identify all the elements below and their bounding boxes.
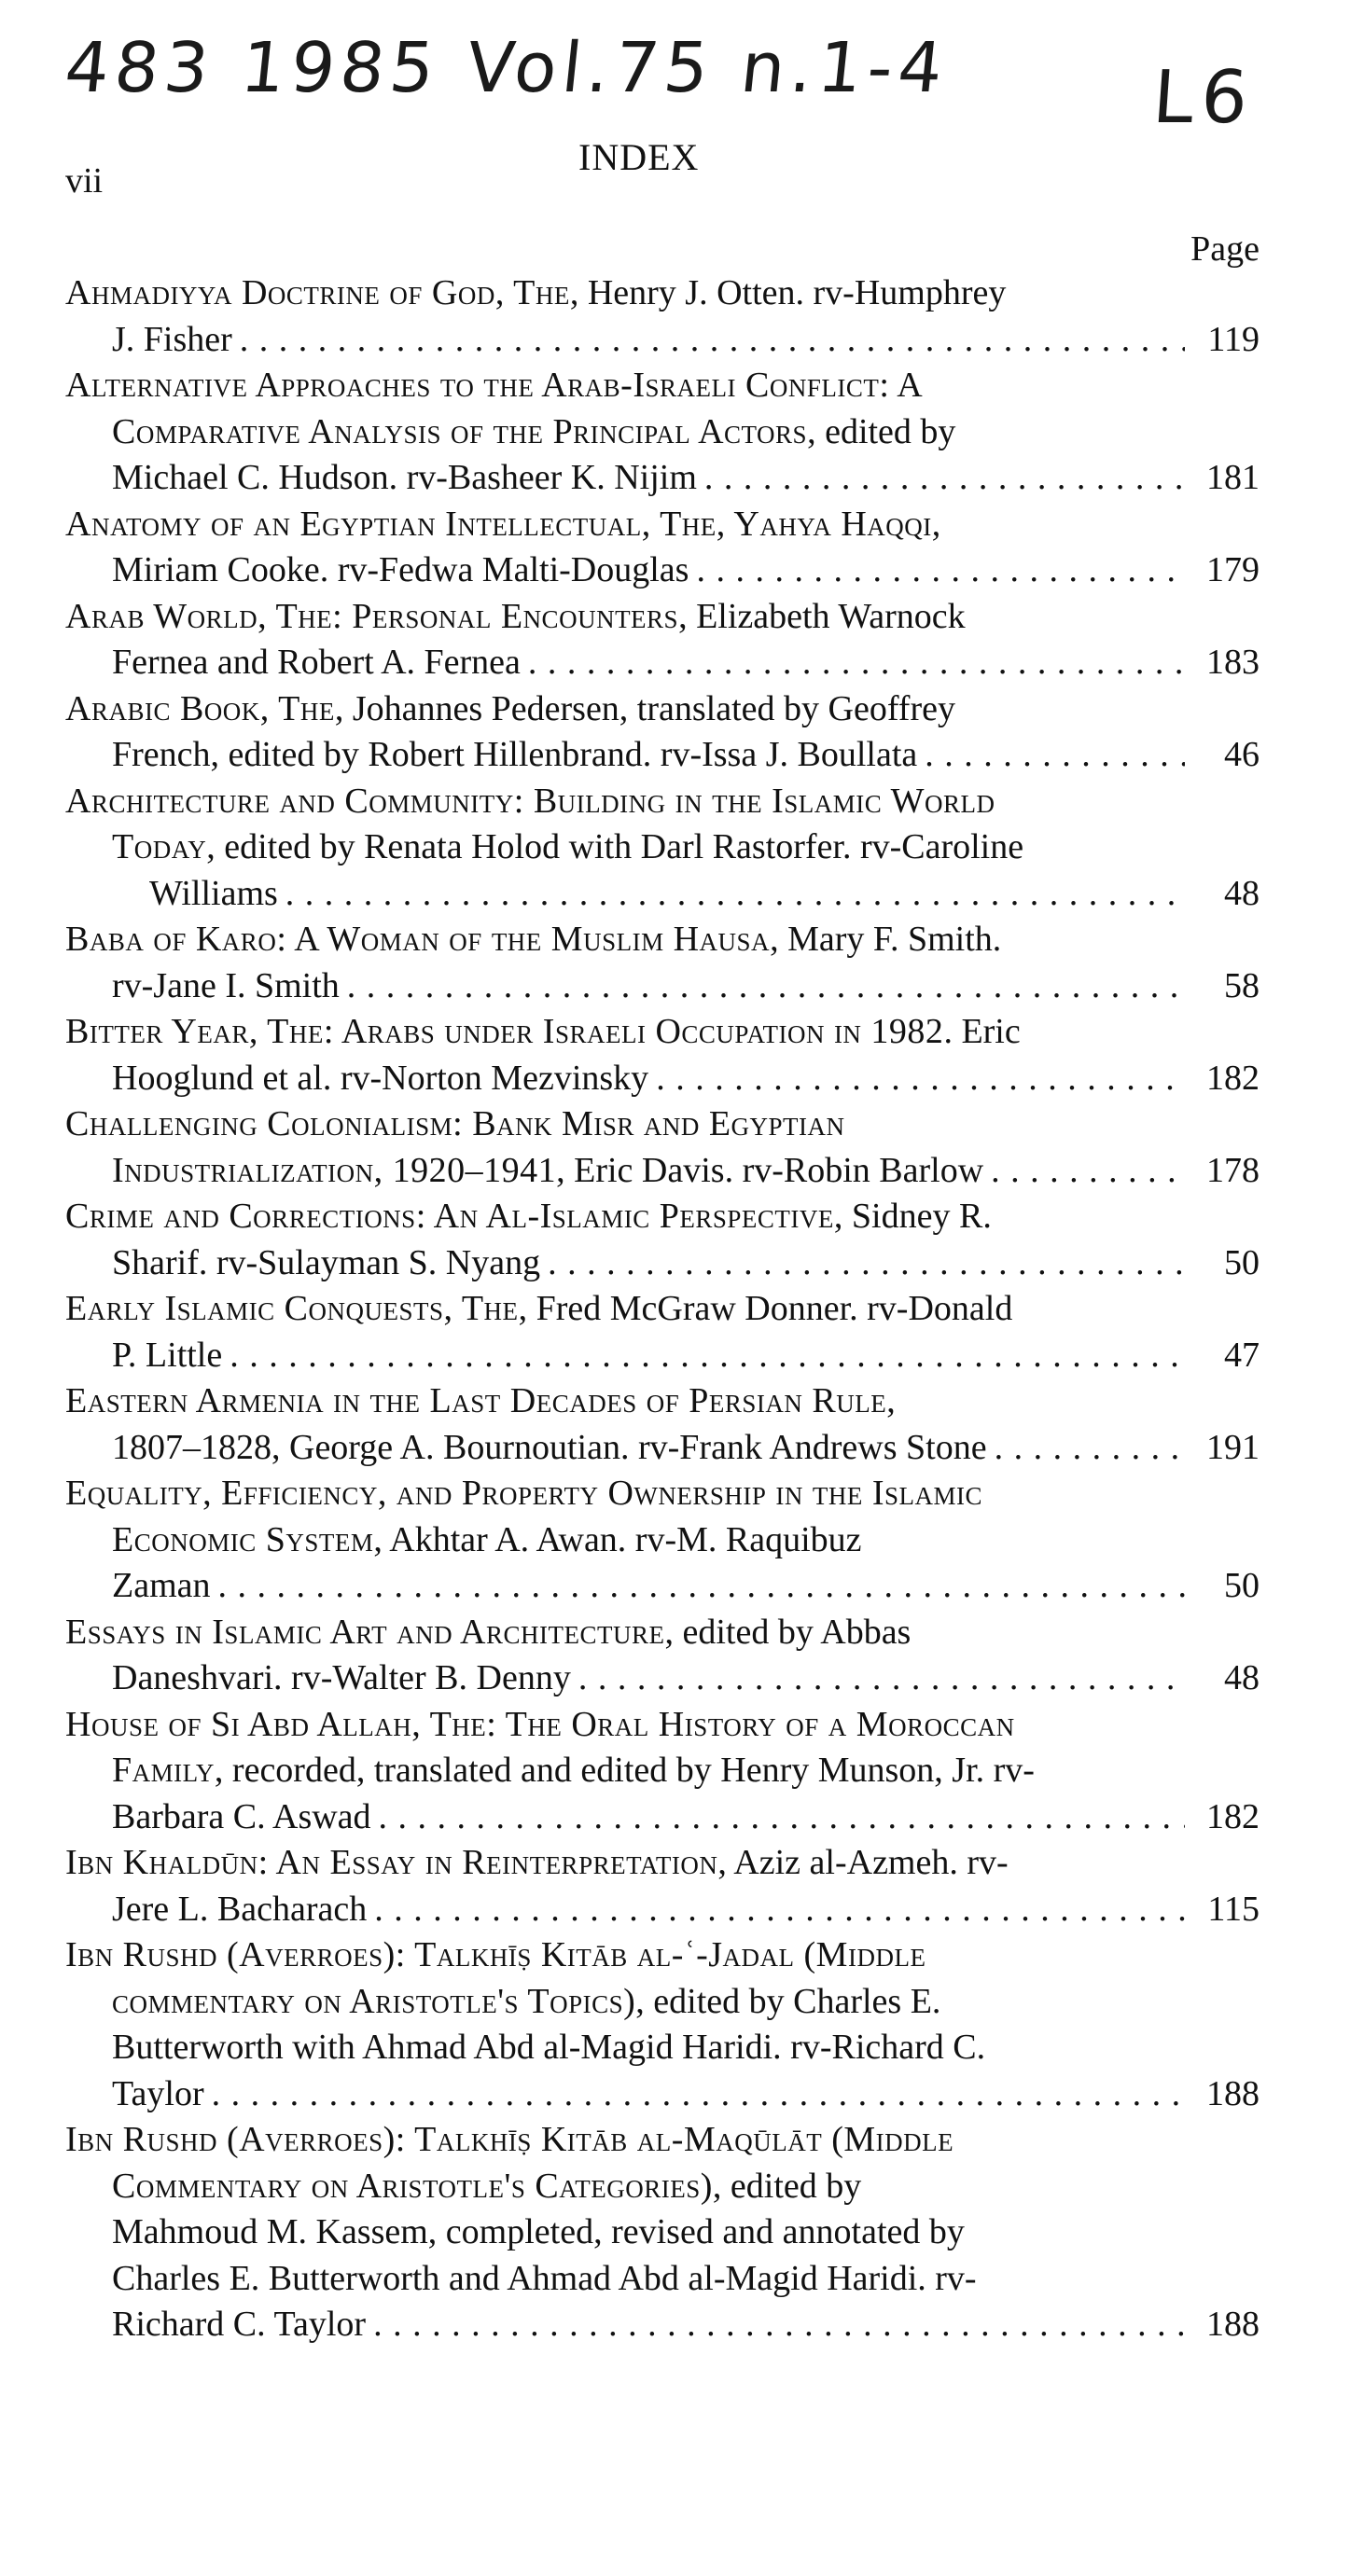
index-entry-page: 50 xyxy=(1224,1242,1260,1282)
index-entry-page: 188 xyxy=(1206,2305,1260,2344)
index-entry-line xyxy=(65,917,1260,963)
index-entry-author: , Eric Davis. rv-Robin Barlow xyxy=(556,1150,984,1190)
dot-leader xyxy=(212,2071,1185,2118)
index-entry-page: 181 xyxy=(1206,458,1260,497)
index-entry xyxy=(65,502,1260,594)
index-entry-title: Commentary on Aristotle's Categories) xyxy=(112,2166,713,2206)
index-entry-author: , Johannes Pedersen, translated by Geoffrey xyxy=(334,688,955,728)
dot-leader xyxy=(578,1655,1185,1702)
index-entry-title: French, edited by Robert Hillenbrand. rv-Issa J. Boullata xyxy=(112,735,918,774)
dot-leader xyxy=(374,1887,1185,1933)
index-entry-line xyxy=(65,1101,1260,1148)
index-entry-text xyxy=(112,2028,985,2067)
index-entry-title: Ahmadiyya Doctrine of God, The xyxy=(65,273,570,312)
index-entry-page: 50 xyxy=(1224,1566,1260,1605)
dot-leader xyxy=(230,1333,1185,1379)
dot-leader xyxy=(218,1563,1185,1610)
index-entry-text xyxy=(112,1056,648,1102)
index-entry-line xyxy=(65,2025,1260,2071)
index-entry-text xyxy=(65,1197,992,1236)
index-entry-page: 115 xyxy=(1207,1889,1260,1929)
index-entry xyxy=(65,270,1260,363)
index-entry-page: 48 xyxy=(1224,1658,1260,1697)
index-entry-text xyxy=(65,1705,1015,1744)
index-entry-text xyxy=(112,412,955,451)
index-entry-page: 178 xyxy=(1206,1150,1260,1190)
index-entry-final-line xyxy=(65,871,1260,918)
index-entry-line xyxy=(65,594,1260,641)
index-entry-line xyxy=(65,1378,1260,1425)
index-entry-text xyxy=(112,1563,211,1610)
index-entry-line xyxy=(65,1702,1260,1749)
index-entry-text xyxy=(65,689,955,728)
index-entry-line xyxy=(65,1517,1260,1564)
dot-leader xyxy=(995,1425,1185,1472)
dot-leader xyxy=(240,317,1185,364)
index-entry-line xyxy=(65,409,1260,456)
index-entry-author: , Mary F. Smith. xyxy=(770,920,1002,959)
dot-leader xyxy=(704,455,1185,502)
index-entry-text xyxy=(65,920,1001,959)
index-entry xyxy=(65,1194,1260,1286)
index-entry-text xyxy=(112,827,1023,866)
page-number: vii xyxy=(65,161,104,201)
dot-leader xyxy=(696,547,1185,594)
index-entry-line xyxy=(65,2164,1260,2210)
index-entry xyxy=(65,1286,1260,1378)
index-entry-text xyxy=(112,547,689,594)
index-entry-final-line xyxy=(65,1056,1260,1102)
index-entry-author: , Aziz al-Azmeh. rv- xyxy=(717,1843,1009,1882)
dot-leader xyxy=(347,963,1185,1010)
index-entry xyxy=(65,594,1260,686)
index-entry-title: Equality, Efficiency, and Property Ownership in the Islamic xyxy=(65,1474,983,1513)
index-entry-final-line xyxy=(65,640,1260,686)
index-entry-line xyxy=(65,1610,1260,1656)
index-entry-page: 58 xyxy=(1224,965,1260,1005)
index-entry-final-line xyxy=(65,2302,1260,2348)
dot-leader xyxy=(379,1794,1185,1841)
index-entry-page: 48 xyxy=(1224,873,1260,913)
index-entry-title: Comparative Analysis of the Principal Actors xyxy=(112,411,808,451)
index-entry-title: Eastern Armenia in the Last Decades of Persian Rule xyxy=(65,1381,887,1420)
index-entry-text xyxy=(112,1333,222,1379)
index-entry-title: Arab World, The: Personal Encounters xyxy=(65,596,679,636)
index-entry-author: . Eric xyxy=(943,1012,1021,1051)
index-entry-title: Crime and Corrections: An Al-Islamic Perspective xyxy=(65,1197,834,1236)
index-entry-list xyxy=(65,270,1260,2348)
index-entry-text xyxy=(65,1935,926,1974)
index-entry-author: , Elizabeth Warnock xyxy=(678,596,966,636)
index-entry-line xyxy=(65,1840,1260,1887)
index-entry-title: Miriam Cooke. rv-Fedwa Malti-Douglas xyxy=(112,550,689,589)
index-entry-text xyxy=(112,2071,204,2118)
index-entry-page: 188 xyxy=(1206,2073,1260,2113)
index-entry-text xyxy=(112,732,917,779)
index-entry-text xyxy=(112,1148,983,1195)
index-entry xyxy=(65,1610,1260,1702)
index-entry-text xyxy=(65,1289,1012,1328)
index-entry-title: Baba of Karo: A Woman of the Muslim Hausa xyxy=(65,920,771,959)
index-entry-line xyxy=(65,502,1260,548)
index-entry-page: 119 xyxy=(1207,319,1260,359)
index-entry-text xyxy=(112,1982,940,2021)
index-entry-final-line xyxy=(65,1655,1260,1702)
index-entry-title: Barbara C. Aswad xyxy=(112,1796,371,1836)
index-entry-text xyxy=(65,597,966,636)
index-entry-final-line xyxy=(65,732,1260,779)
index-entry-text xyxy=(112,1794,371,1841)
index-entry-title: Ibn Rushd (Averroes): Talkhīṣ Kitāb al-ʿ-Jadal (Middle xyxy=(65,1935,926,1974)
index-entry-final-line xyxy=(65,547,1260,594)
index-entry-line xyxy=(65,270,1260,317)
index-entry xyxy=(65,1101,1260,1194)
index-entry xyxy=(65,779,1260,918)
index-entry-title: Challenging Colonialism: Bank Misr and Egyptian xyxy=(65,1104,845,1143)
index-entry-text xyxy=(112,2259,977,2298)
index-entry-text xyxy=(149,871,278,918)
index-entry-final-line xyxy=(65,455,1260,502)
index-entry-title: Williams xyxy=(149,873,278,913)
index-entry-title: Ibn Rushd (Averroes): Talkhīṣ Kitāb al-Maqūlāt (Middle xyxy=(65,2120,954,2159)
index-entry-text xyxy=(112,1520,862,1559)
index-entry-page: 182 xyxy=(1206,1058,1260,1098)
index-entry-title: Charles E. Butterworth and Ahmad Abd al-Magid Haridi. rv- xyxy=(112,2258,977,2298)
index-entry-page: 191 xyxy=(1206,1427,1260,1467)
index-entry-text xyxy=(65,1843,1009,1882)
index-entry-title: Early Islamic Conquests, The xyxy=(65,1289,519,1328)
index-entry-text xyxy=(65,1613,911,1652)
index-entry-final-line xyxy=(65,1240,1260,1287)
index-entry-line xyxy=(65,1932,1260,1979)
index-entry-text xyxy=(112,2167,861,2206)
index-entry-text xyxy=(112,640,521,686)
index-entry xyxy=(65,917,1260,1009)
index-entry-line xyxy=(65,2209,1260,2256)
index-entry-title: Mahmoud M. Kassem, completed, revised and annotated by xyxy=(112,2212,965,2251)
index-entry-line xyxy=(65,779,1260,825)
index-entry-title: Today xyxy=(112,827,207,866)
index-entry-final-line xyxy=(65,2071,1260,2118)
index-entry-title: Jere L. Bacharach xyxy=(112,1889,368,1929)
index-entry-author: , xyxy=(886,1381,896,1420)
handwritten-catalog-note: 483 1985 Vol.75 n.1-4 xyxy=(61,28,953,108)
index-entry-text xyxy=(65,273,1006,312)
dot-leader xyxy=(285,871,1185,918)
index-entry-title: Taylor xyxy=(112,2073,204,2113)
index-entry-title: Bitter Year, The: Arabs under Israeli Occupation in 1982 xyxy=(65,1012,944,1051)
index-entry-text xyxy=(112,2302,366,2348)
index-entry-title: Daneshvari. rv-Walter B. Denny xyxy=(112,1658,571,1697)
dot-leader xyxy=(528,640,1185,686)
index-entry-text xyxy=(112,317,232,364)
index-entry-line xyxy=(65,1009,1260,1056)
dot-leader xyxy=(373,2302,1185,2348)
index-entry-title: Industrialization, 1920–1941 xyxy=(112,1150,557,1190)
index-entry-author: , edited by xyxy=(712,2166,862,2206)
index-entry-line xyxy=(65,824,1260,871)
index-entry-text xyxy=(65,1474,982,1513)
dot-leader xyxy=(548,1240,1185,1287)
index-entry-author: , Sidney R. xyxy=(833,1197,992,1236)
index-entry-line xyxy=(65,2117,1260,2164)
index-entry-text xyxy=(65,505,940,544)
index-entry-title: P. Little xyxy=(112,1335,223,1375)
dot-leader xyxy=(991,1148,1185,1195)
index-entry-title: House of Si Abd Allah, The: The Oral History of a Moroccan xyxy=(65,1704,1015,1744)
index-entry-text xyxy=(65,1104,845,1143)
index-entry-line xyxy=(65,686,1260,733)
index-entry xyxy=(65,1378,1260,1471)
index-entry-text xyxy=(65,2120,953,2159)
index-entry-line xyxy=(65,363,1260,409)
index-entry-title: Michael C. Hudson. rv-Basheer K. Nijim xyxy=(112,458,697,497)
index-entry-title: Hooglund et al. rv-Norton Mezvinsky xyxy=(112,1058,649,1098)
index-entry-line xyxy=(65,1748,1260,1794)
index-entry-author: , Fred McGraw Donner. rv-Donald xyxy=(518,1289,1013,1328)
index-entry-author: , edited by xyxy=(807,411,956,451)
index-entry-text xyxy=(65,1381,896,1420)
page-column-header: Page xyxy=(1190,229,1260,269)
index-entry-text xyxy=(112,1887,367,1933)
index-entry xyxy=(65,2117,1260,2348)
index-entry xyxy=(65,1840,1260,1932)
index-entry-page: 47 xyxy=(1224,1335,1260,1375)
index-entry-final-line xyxy=(65,963,1260,1010)
index-entry-title: Fernea and Robert A. Fernea xyxy=(112,643,521,682)
index-entry-title: Essays in Islamic Art and Architecture xyxy=(65,1612,665,1652)
index-entry-final-line xyxy=(65,1425,1260,1472)
index-entry-final-line xyxy=(65,317,1260,364)
index-entry-line xyxy=(65,1286,1260,1333)
index-entry-author: , edited by Renata Holod with Darl Rastorfer. rv-Caroline xyxy=(206,827,1024,866)
index-entry-title: Economic System xyxy=(112,1519,374,1559)
index-entry-title: Arabic Book, The xyxy=(65,688,335,728)
index-entry-title: Anatomy of an Egyptian Intellectual, The, Yahya Haqqi xyxy=(65,504,932,544)
index-entry-text xyxy=(112,455,697,502)
index-entry xyxy=(65,1702,1260,1841)
index-entry-title: Alternative Approaches to the Arab-Israeli Conflict: A xyxy=(65,366,924,405)
index-entry-author: , edited by Abbas xyxy=(664,1612,912,1652)
index-entry xyxy=(65,1471,1260,1610)
index-entry-page: 46 xyxy=(1224,735,1260,774)
index-entry-line xyxy=(65,1979,1260,2026)
index-entry-final-line xyxy=(65,1794,1260,1841)
index-entry-title: Ibn Khaldūn: An Essay in Reinterpretation xyxy=(65,1843,718,1882)
index-entry-page: 179 xyxy=(1206,550,1260,589)
dot-leader xyxy=(656,1056,1185,1102)
index-entry-author: , recorded, translated and edited by Henry Munson, Jr. rv- xyxy=(214,1751,1035,1790)
index-entry-text xyxy=(65,1012,1021,1051)
index-entry-text xyxy=(112,963,340,1010)
index-entry-final-line xyxy=(65,1333,1260,1379)
index-entry-title: rv-Jane I. Smith xyxy=(112,965,340,1005)
index-entry-text xyxy=(112,2212,965,2251)
index-entry-text xyxy=(112,1240,540,1287)
index-entry-title: Butterworth with Ahmad Abd al-Magid Haridi. rv-Richard C. xyxy=(112,2028,986,2067)
index-entry-final-line xyxy=(65,1148,1260,1195)
index-entry-author: , Henry J. Otten. rv-Humphrey xyxy=(569,273,1007,312)
index-entry xyxy=(65,363,1260,502)
index-entry-line xyxy=(65,2256,1260,2303)
index-entry-line xyxy=(65,1194,1260,1240)
index-entry-title: J. Fisher xyxy=(112,319,232,359)
index-entry-text xyxy=(112,1751,1035,1790)
dot-leader xyxy=(925,732,1185,779)
page-title: INDEX xyxy=(578,136,700,178)
index-entry xyxy=(65,1932,1260,2117)
index-entry-final-line xyxy=(65,1563,1260,1610)
index-entry-title: Family xyxy=(112,1751,215,1790)
index-entry-line xyxy=(65,1471,1260,1517)
index-entry-author: , xyxy=(931,504,941,544)
handwritten-shelf-code: L6 xyxy=(1149,56,1259,140)
index-entry-text xyxy=(65,366,923,405)
index-entry-author: , edited by Charles E. xyxy=(635,1981,941,2021)
index-entry-page: 183 xyxy=(1206,643,1260,682)
index-entry-text xyxy=(112,1655,571,1702)
index-entry-text xyxy=(65,782,995,821)
index-entry xyxy=(65,1009,1260,1101)
index-entry-title: Architecture and Community: Building in the Islamic World xyxy=(65,781,995,821)
index-entry-author: , Akhtar A. Awan. rv-M. Raquibuz xyxy=(373,1519,862,1559)
index-entry xyxy=(65,686,1260,779)
index-entry-title: Richard C. Taylor xyxy=(112,2305,367,2344)
index-entry-page: 182 xyxy=(1206,1796,1260,1836)
index-entry-title: 1807–1828, George A. Bournoutian. rv-Frank Andrews Stone xyxy=(112,1427,987,1467)
index-entry-title: Zaman xyxy=(112,1566,211,1605)
index-entry-text xyxy=(112,1425,987,1472)
index-entry-final-line xyxy=(65,1887,1260,1933)
index-entry-title: Sharif. rv-Sulayman S. Nyang xyxy=(112,1242,541,1282)
index-entry-title: commentary on Aristotle's Topics) xyxy=(112,1981,636,2021)
